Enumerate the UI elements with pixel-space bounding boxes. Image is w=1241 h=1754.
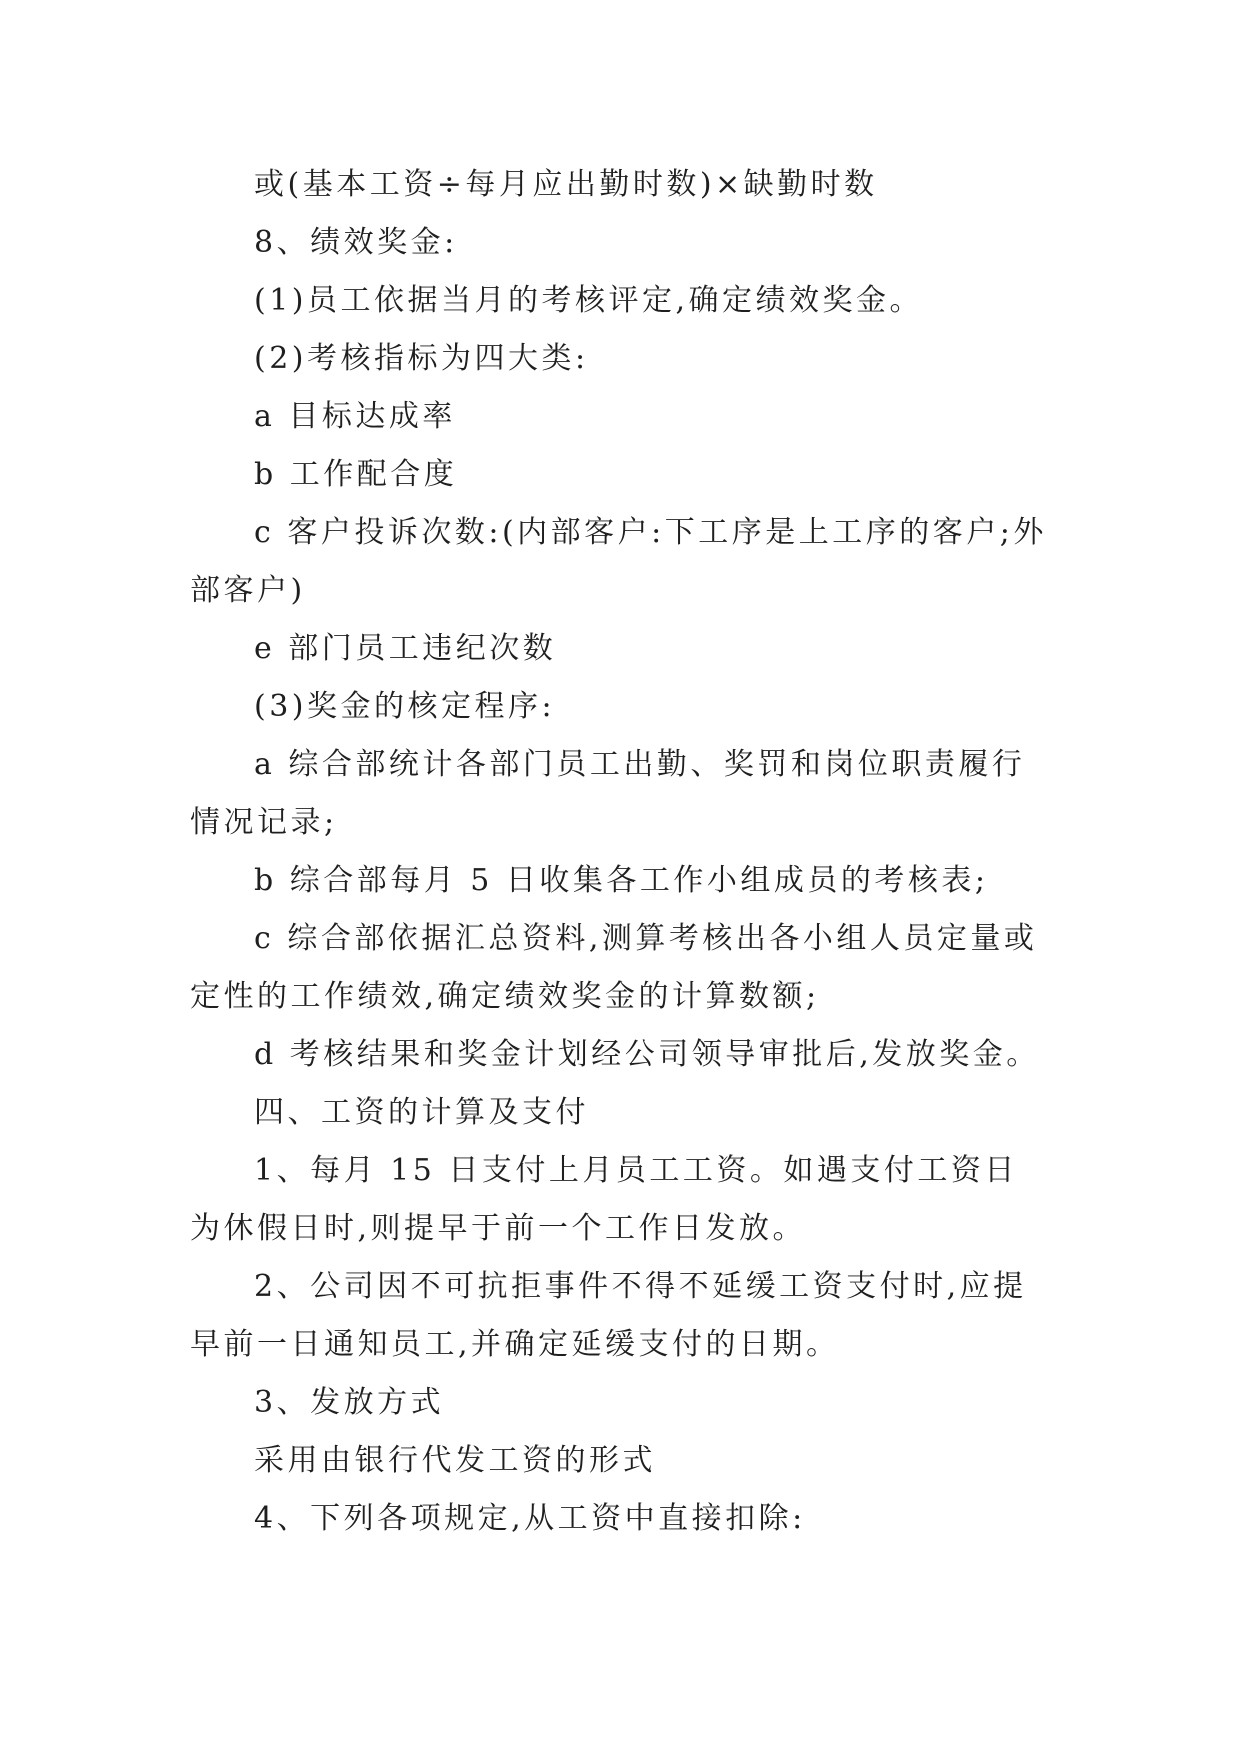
list-item: a 综合部统计各部门员工出勤、奖罚和岗位职责履行情况记录; xyxy=(190,747,1026,840)
list-item: a 目标达成率 xyxy=(254,399,456,434)
document-body xyxy=(190,156,1050,1548)
paragraph: 4、下列各项规定,从工资中直接扣除: xyxy=(254,1501,806,1536)
paragraph: 或(基本工资÷每月应出勤时数)×缺勤时数 xyxy=(254,167,878,202)
list-item: c 客户投诉次数:(内部客户:下工序是上工序的客户;外部客户) xyxy=(190,515,1047,608)
list-item: b 综合部每月 5 日收集各工作小组成员的考核表; xyxy=(254,863,989,898)
paragraph: (1)员工依据当月的考核评定,确定绩效奖金。 xyxy=(254,283,924,318)
paragraph: 采用由银行代发工资的形式 xyxy=(254,1443,656,1478)
list-item: e 部门员工违纪次数 xyxy=(254,631,557,666)
paragraph: 2、公司因不可抗拒事件不得不延缓工资支付时,应提早前一日通知员工,并确定延缓支付的日期。 xyxy=(190,1269,1027,1362)
section-heading: 四、工资的计算及支付 xyxy=(254,1095,589,1130)
paragraph: (2)考核指标为四大类: xyxy=(254,341,589,376)
paragraph: 1、每月 15 日支付上月员工工资。如遇支付工资日为休假日时,则提早于前一个工作日发放。 xyxy=(190,1153,1018,1246)
list-item: c 综合部依据汇总资料,测算考核出各小组人员定量或定性的工作绩效,确定绩效奖金的计算数额; xyxy=(190,921,1038,1014)
paragraph: (3)奖金的核定程序: xyxy=(254,689,556,724)
section-heading: 8、绩效奖金: xyxy=(254,225,458,260)
paragraph: 3、发放方式 xyxy=(254,1385,445,1420)
list-item: b 工作配合度 xyxy=(254,457,458,492)
list-item: d 考核结果和奖金计划经公司领导审批后,发放奖金。 xyxy=(254,1037,1040,1072)
